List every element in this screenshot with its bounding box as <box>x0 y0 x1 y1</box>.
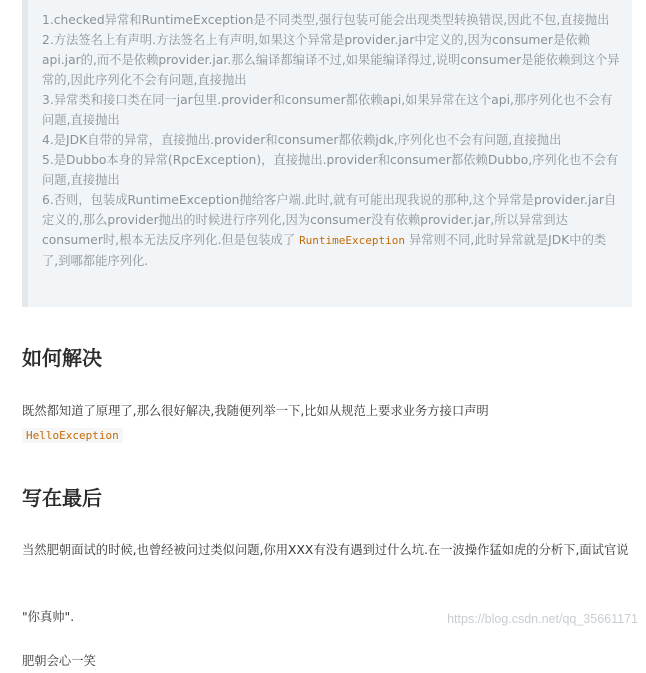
final-paragraph-1: 当然肥朝面试的时候,也曾经被问过类似问题,你用XXX有没有遇到过什么坑.在一波操作猛如虎的分析下,面试官说 <box>22 543 629 557</box>
heading-how-to-solve: 如何解决 <box>22 346 102 370</box>
heading-final-words: 写在最后 <box>22 486 102 510</box>
hello-exception-code: HelloException <box>22 428 123 443</box>
quote-item-6 <box>42 190 620 271</box>
runtime-exception-code: RuntimeException <box>299 234 406 247</box>
solve-paragraph <box>22 399 634 448</box>
quote-item-5: 5.是Dubbo本身的异常(RpcException)，直接抛出.provider和consumer都依赖Dubbo,序列化也不会有问题,直接抛出 <box>42 153 619 187</box>
quote-item-6-before: 6.否则，包装成RuntimeException抛给客户端.此时,就有可能出现我说的那种,这个异常是provider.jar自定义的,那么provider抛出的时候进行序列化,因为consumer没有依赖provider.jar,所以异常到达consumer时,根本无法反序列化.但是包装成了 <box>42 193 617 247</box>
watermark: https://blog.csdn.net/qq_35661171 <box>447 612 638 626</box>
quote-item-3: 3.异常类和接口类在同一jar包里.provider和consumer都依赖api,如果异常在这个api,那序列化也不会有问题,直接抛出 <box>42 93 613 127</box>
quote-item-6-after: 异常则不同,此时异常就是JDK中的类了,到哪都能序列化. <box>42 233 607 268</box>
solve-text: 既然都知道了原理了,那么很好解决,我随便列举一下,比如从规范上要求业务方接口声明 <box>22 404 489 418</box>
final-paragraph-2: "你真帅". <box>22 610 75 624</box>
quote-item-2: 2.方法签名上有声明.方法签名上有声明,如果这个异常是provider.jar中定义的,因为consumer是依赖api.jar的,而不是依赖provider.jar.那么编译都编译不过,如果能编译得过,说明consumer是能依赖到这个异常的,因此序列化不会有问题,直接抛出 <box>42 33 620 87</box>
final-paragraph-3: 肥朝会心一笑 <box>22 654 96 668</box>
quote-item-1: 1.checked异常和RuntimeException是不同类型,强行包装可能会出现类型转换错误,因此不包,直接抛出 <box>42 13 610 27</box>
quote-item-4: 4.是JDK自带的异常，直接抛出.provider和consumer都依赖jdk,序列化也不会有问题,直接抛出 <box>42 133 562 147</box>
blockquote <box>22 0 632 307</box>
